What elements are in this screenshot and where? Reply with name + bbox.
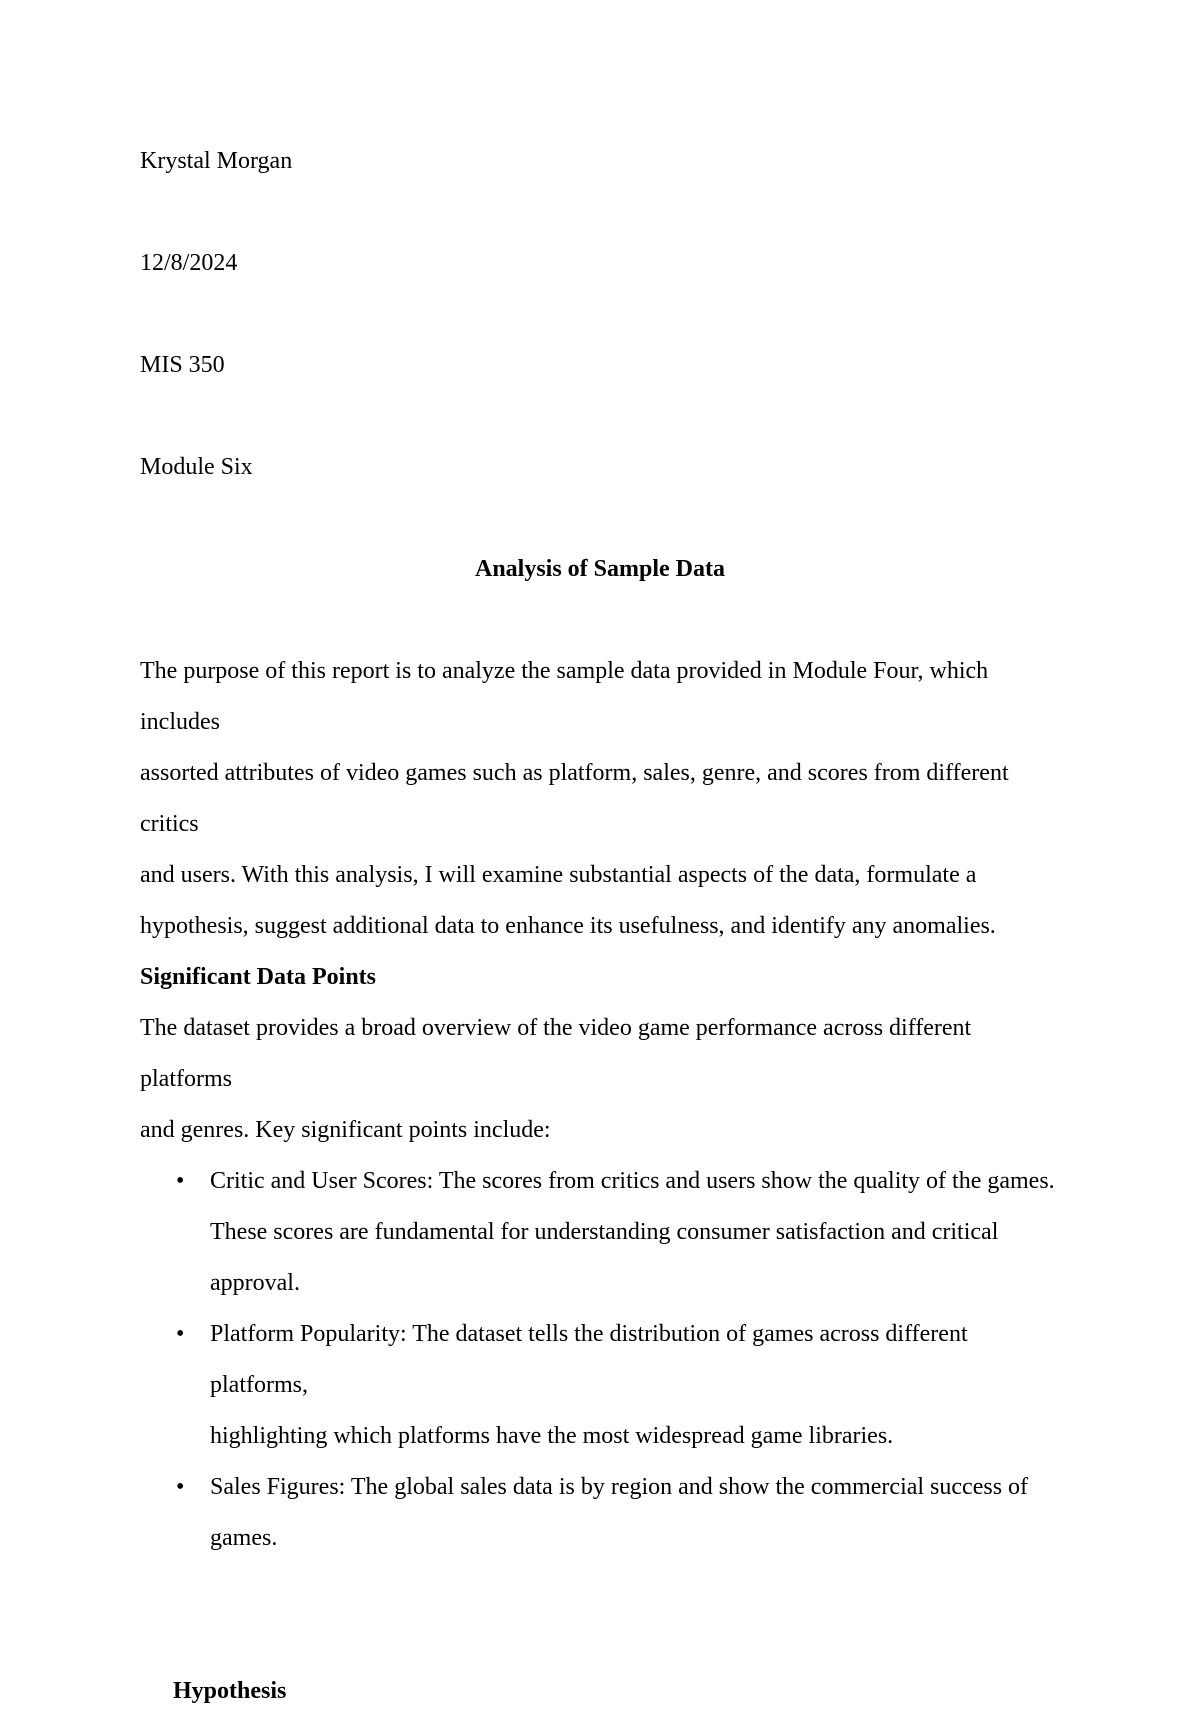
spacer <box>140 1564 1060 1615</box>
significant-points-list <box>140 1156 1060 1564</box>
bullet-icon: • <box>176 1321 185 1347</box>
spacer <box>140 289 1060 340</box>
paragraph-line: The dataset provides a broad overview of the video game performance across different platforms <box>140 1015 978 1092</box>
list-item <box>140 1156 1060 1309</box>
section-heading-hypothesis: Hypothesis <box>173 1678 287 1704</box>
list-item-line: Platform Popularity: The dataset tells the distribution of games across different platforms, <box>210 1321 968 1398</box>
spacer <box>140 595 1060 646</box>
section-heading-significant-data-points: Significant Data Points <box>140 964 377 990</box>
document-date: 12/8/2024 <box>140 250 238 276</box>
paragraph-line: assorted attributes of video games such as platform, sales, genre, and scores from different critics <box>140 760 1015 837</box>
paragraph-line: hypothesis, suggest additional data to enhance its usefulness, and identify any anomalies. <box>140 913 996 939</box>
list-item <box>140 1309 1060 1462</box>
course-code: MIS 350 <box>140 352 225 378</box>
spacer <box>140 391 1060 442</box>
spacer <box>140 1615 1060 1666</box>
significant-data-points-paragraph <box>140 1003 1060 1156</box>
paragraph-line: and users. With this analysis, I will examine substantial aspects of the data, formulate a <box>140 862 977 888</box>
list-item-line: highlighting which platforms have the most widespread game libraries. <box>210 1423 894 1449</box>
module-name: Module Six <box>140 454 253 480</box>
intro-paragraph <box>140 646 1060 952</box>
list-item-line: These scores are fundamental for understanding consumer satisfaction and critical <box>210 1219 999 1245</box>
list-item-line: Sales Figures: The global sales data is by region and show the commercial success of <box>210 1474 1029 1500</box>
document-title: Analysis of Sample Data <box>474 556 726 582</box>
list-item <box>140 1462 1060 1564</box>
paragraph-line: and genres. Key significant points include: <box>140 1117 551 1143</box>
bullet-icon: • <box>176 1474 185 1500</box>
author-name: Krystal Morgan <box>140 148 293 174</box>
document-body <box>140 136 1060 1717</box>
list-item-line: games. <box>210 1525 278 1551</box>
paragraph-line: The purpose of this report is to analyze the sample data provided in Module Four, which includes <box>140 658 995 735</box>
bullet-icon: • <box>176 1168 185 1194</box>
list-item-line: approval. <box>210 1270 300 1296</box>
list-item-line: Critic and User Scores: The scores from critics and users show the quality of the games. <box>210 1168 1055 1194</box>
spacer <box>140 187 1060 238</box>
spacer <box>140 493 1060 544</box>
